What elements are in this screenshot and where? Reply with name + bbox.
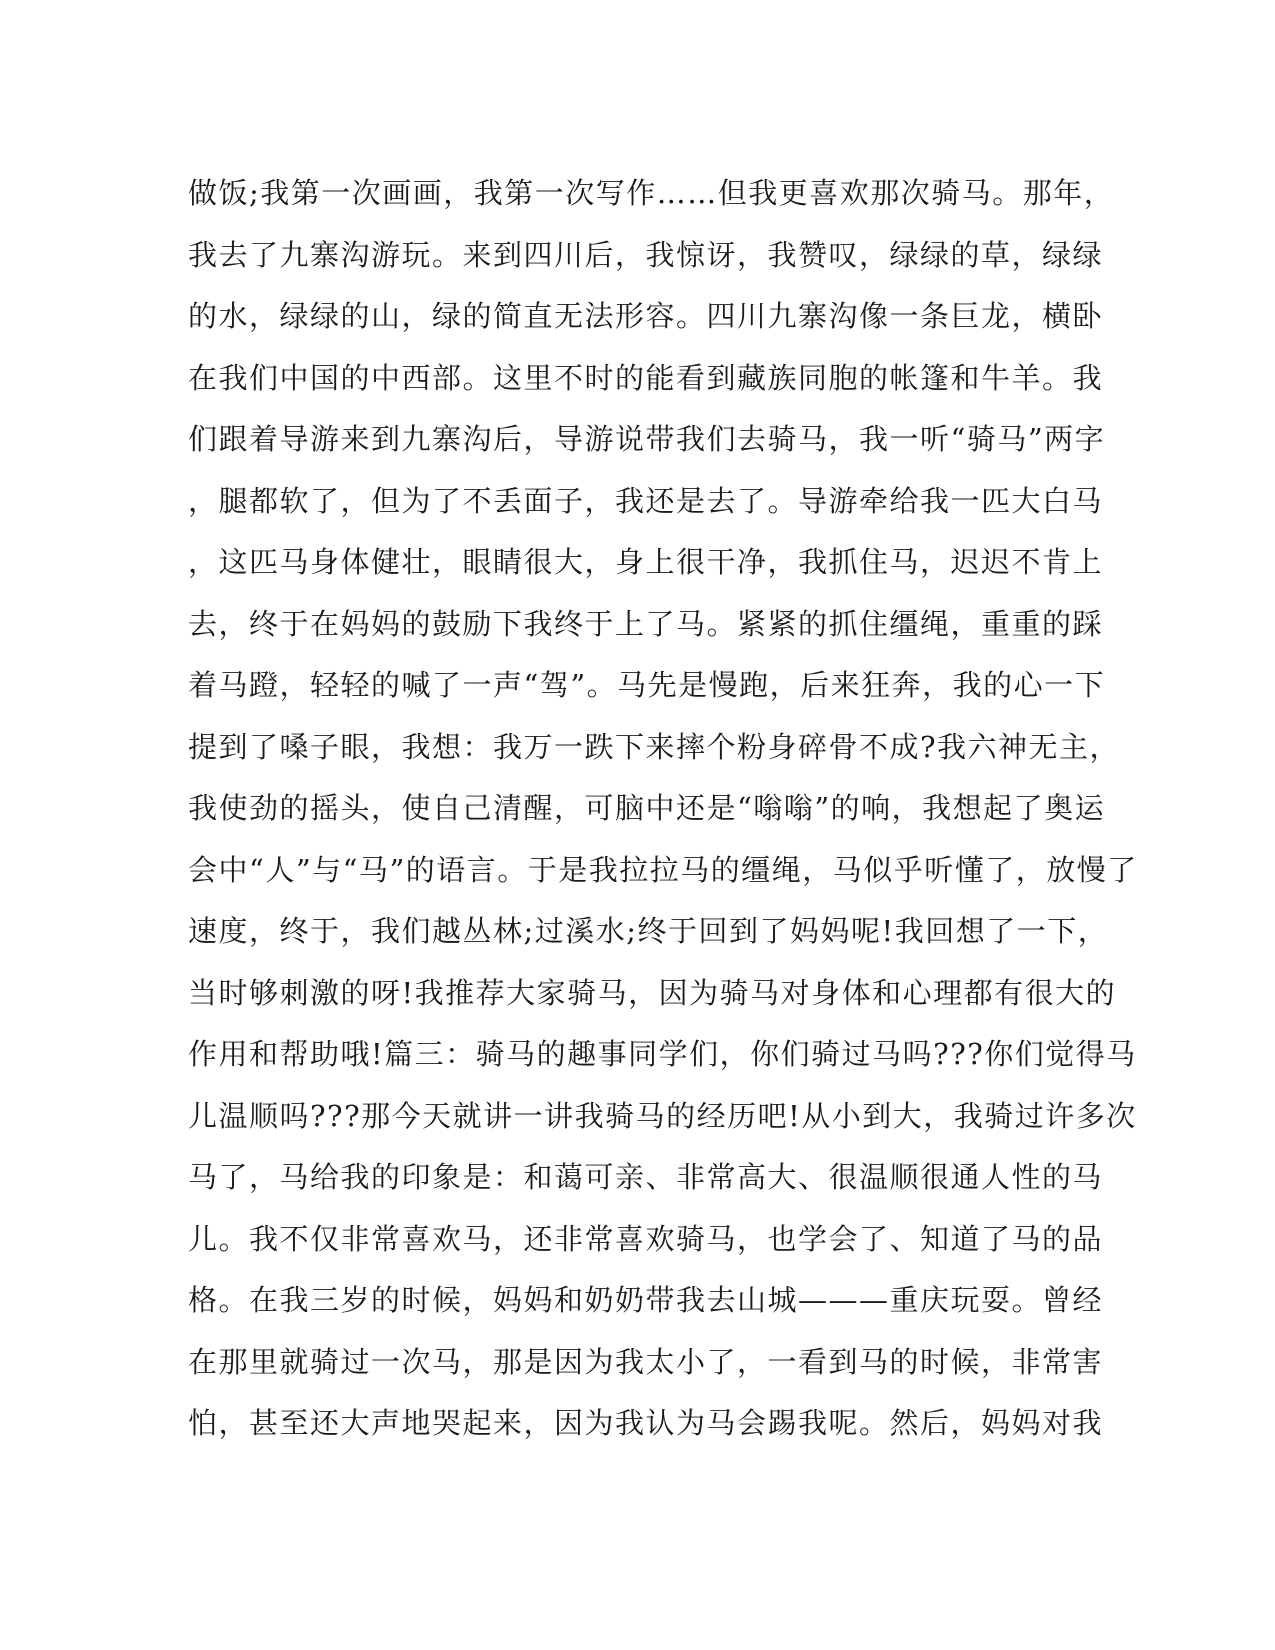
text-line: 我使劲的摇头，使自己清醒，可脑中还是“嗡嗡”的响，我想起了奥运 xyxy=(188,791,1106,825)
text-line: 的水，绿绿的山，绿的简直无法形容。四川九寨沟像一条巨龙，横卧 xyxy=(188,299,1104,333)
text-line: 们跟着导游来到九寨沟后，导游说带我们去骑马，我一听“骑马”两字 xyxy=(188,422,1106,456)
text-line: 儿。我不仅非常喜欢马，还非常喜欢骑马，也学会了、知道了马的品 xyxy=(188,1221,1104,1256)
text-line: ，腿都软了，但为了不丢面子，我还是去了。导游牵给我一匹大白马 xyxy=(188,483,1104,518)
text-line: ，这匹马身体健壮，眼睛很大，身上很干净，我抓住马，迟迟不肯上 xyxy=(188,545,1104,579)
text-line: 去，终于在妈妈的鼓励下我终于上了马。紧紧的抓住缰绳，重重的踩 xyxy=(188,606,1104,641)
text-line: 速度，终于，我们越丛林;过溪水;终于回到了妈妈呢!我回想了一下， xyxy=(188,914,1109,948)
text-line: 马了，马给我的印象是：和蔼可亲、非常高大、很温顺很通人性的马 xyxy=(188,1160,1104,1194)
text-line: 做饭;我第一次画画，我第一次写作……但我更喜欢那次骑马。那年， xyxy=(188,176,1115,210)
text-line: 我去了九寨沟游玩。来到四川后，我惊讶，我赞叹，绿绿的草，绿绿 xyxy=(188,237,1104,272)
text-line: 儿温顺吗???那今天就讲一讲我骑马的经历吧!从小到大，我骑过许多次 xyxy=(188,1098,1137,1133)
text-line: 在那里就骑过一次马，那是因为我太小了，一看到马的时候，非常害 xyxy=(188,1344,1104,1379)
text-line: 会中“人”与“马”的语言。于是我拉拉马的缰绳，马似乎听懂了，放慢了 xyxy=(188,852,1138,887)
text-line: 格。在我三岁的时候，妈妈和奶奶带我去山城———重庆玩耍。曾经 xyxy=(188,1283,1104,1317)
text-line: 当时够刺激的呀!我推荐大家骑马，因为骑马对身体和心理都有很大的 xyxy=(188,975,1117,1010)
text-line: 提到了嗓子眼，我想：我万一跌下来摔个粉身碎骨不成?我六神无主， xyxy=(188,729,1121,764)
body-text xyxy=(188,163,1138,1455)
text-line: 怕，甚至还大声地哭起来，因为我认为马会踢我呢。然后，妈妈对我 xyxy=(188,1406,1104,1440)
text-line: 着马蹬，轻轻的喊了一声“驾”。马先是慢跑，后来狂奔，我的心一下 xyxy=(188,668,1106,702)
text-line: 作用和帮助哦!篇三：骑马的趣事同学们，你们骑过马吗???你们觉得马 xyxy=(188,1037,1137,1071)
text-line: 在我们中国的中西部。这里不时的能看到藏族同胞的帐篷和牛羊。我 xyxy=(188,360,1104,395)
